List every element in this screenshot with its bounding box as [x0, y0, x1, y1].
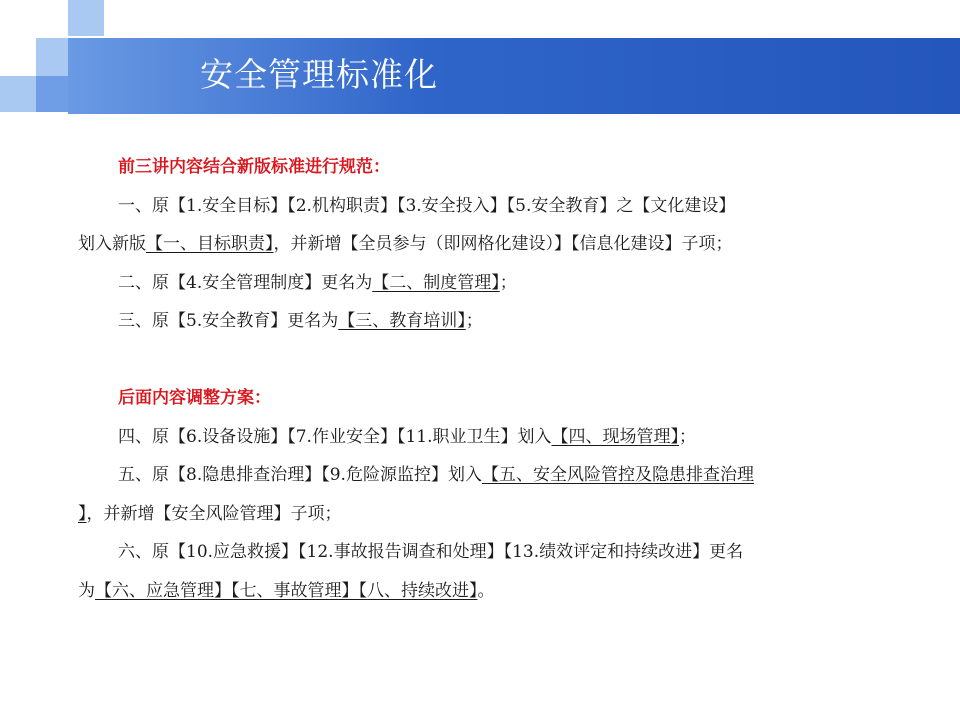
decor-square [36, 38, 68, 76]
text: 。 [477, 580, 495, 601]
paragraph-1-line-1 [78, 187, 928, 226]
text: 二、原【4.安全管理制度】更名为 [118, 272, 373, 293]
underlined-text: 】 [78, 503, 87, 524]
spacer [78, 341, 928, 380]
text: 五、原【8.隐患排查治理】【9.危险源监控】划入 [118, 465, 482, 485]
paragraph-2 [78, 264, 928, 303]
paragraph-5-line-2 [78, 495, 928, 534]
slide-body [78, 148, 928, 610]
paragraph-5-line-1 [78, 456, 928, 495]
decor-square [36, 76, 68, 112]
text: 为 [78, 580, 95, 601]
text: ； [499, 272, 517, 293]
underlined-text: 【四、现场管理】 [551, 426, 679, 447]
underlined-text: 【三、教育培训】 [338, 311, 466, 331]
text: ，并新增【全员参与（即网格化建设）】【信息化建设】子项； [273, 234, 733, 254]
slide-title: 安全管理标准化 [200, 55, 438, 94]
underlined-text: 【一、目标职责】 [146, 234, 274, 254]
underlined-text: 【二、制度管理】 [372, 272, 500, 293]
text: ； [465, 311, 483, 331]
paragraph-6-line-2 [78, 572, 928, 611]
underlined-text: 【五、安全风险管控及隐患排查治理 [481, 465, 754, 485]
text: ，并新增【安全风险管理】子项； [86, 503, 342, 524]
paragraph-3 [78, 302, 928, 341]
decor-square [68, 0, 104, 36]
paragraph-1-line-2 [78, 225, 928, 264]
paragraph-4 [78, 418, 928, 457]
section-heading-1: 前三讲内容结合新版标准进行规范： [118, 157, 390, 177]
text: 一、原【1.安全目标】【2.机构职责】【3.安全投入】【5.安全教育】之【文化建设】 [118, 195, 736, 216]
section-heading-2: 后面内容调整方案： [118, 388, 271, 408]
paragraph-6-line-1 [78, 533, 928, 572]
underlined-text: 【六、应急管理】【七、事故管理】【八、持续改进】 [95, 580, 478, 601]
text: 六、原【10.应急救援】【12.事故报告调查和处理】【13.绩效评定和持续改进】更名 [118, 542, 744, 562]
decor-square [0, 76, 36, 112]
text: 划入新版 [78, 234, 146, 254]
text: 四、原【6.设备设施】【7.作业安全】【11.职业卫生】划入 [118, 426, 552, 447]
text: ； [678, 426, 696, 447]
text: 三、原【5.安全教育】更名为 [118, 311, 339, 331]
